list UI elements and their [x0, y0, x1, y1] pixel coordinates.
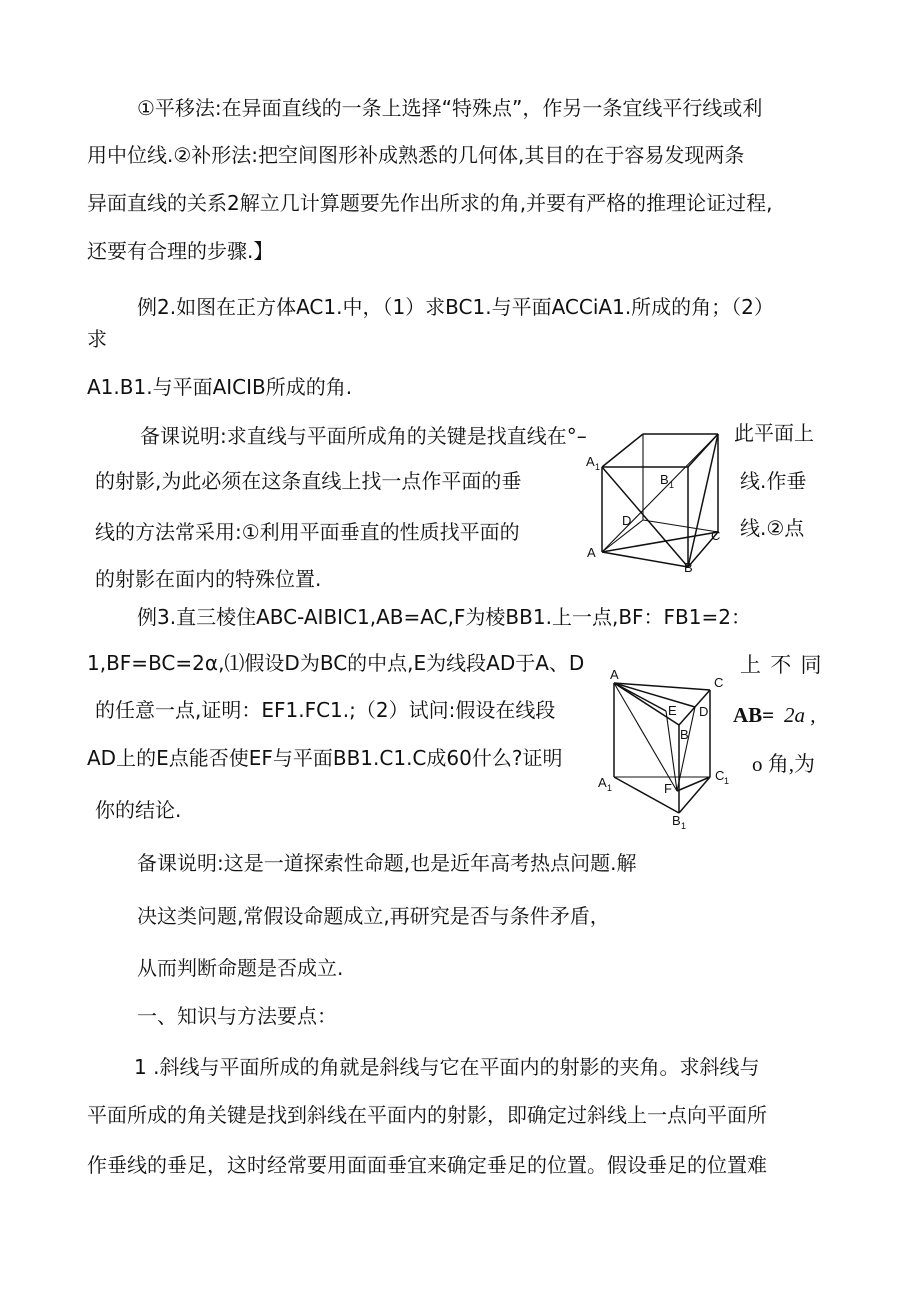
example3-side-text: 上 不 同 — [740, 653, 824, 677]
label-c: C — [711, 528, 721, 543]
label-e: E — [668, 703, 677, 718]
example3-note-line: 从而判断命题是否成立. — [137, 956, 344, 980]
example2-note-line: 备课说明:求直线与平面所成角的关键是找直线在°– — [140, 424, 587, 448]
label-b1-sub: 1 — [681, 821, 687, 831]
method-paragraph-line: 用中位线.②补形法:把空间图形补成熟悉的几何体,其目的在于容易发现两条 — [87, 143, 745, 167]
label-a1-sub: 1 — [595, 462, 601, 472]
example2-note-side-text: 此平面上 — [734, 421, 814, 445]
label-c1: C — [715, 768, 725, 783]
example3-side-text: o 角,为 — [752, 752, 815, 776]
label-d: D — [699, 704, 709, 719]
example3-note-line: 备课说明:这是一道探索性命题,也是近年高考热点问题.解 — [137, 851, 637, 875]
example3-question-line: 1,BF=BC=2α,⑴假设D为BC的中点,E为线段AD于A、D — [87, 651, 585, 675]
example2-note-line: 的射影,为此必须在这条直线上找一点作平面的垂 — [95, 469, 522, 493]
example2-question-line: 求 — [87, 327, 107, 351]
example3-question-line: 你的结论. — [95, 798, 182, 822]
label-a1: A — [586, 454, 595, 469]
point1-line: 平面所成的角关键是找到斜线在平面内的射影，即确定过斜线上一点向平面所 — [87, 1103, 767, 1127]
label-f: F — [664, 781, 672, 796]
example2-note-line: 的射影在面内的特殊位置. — [95, 567, 322, 591]
label-d: D — [622, 513, 632, 528]
example3-note-line: 决这类问题,常假设命题成立,再研究是否与条件矛盾， — [137, 904, 610, 928]
label-b1: B — [660, 472, 669, 487]
label-b: B — [684, 560, 693, 575]
label-a: A — [610, 667, 619, 682]
label-a: A — [587, 545, 596, 560]
example2-note-side-text: 线.作垂 — [740, 469, 807, 493]
label-b: B — [680, 727, 689, 742]
example2-note-line: 线的方法常采用:①利用平面垂直的性质找平面的 — [95, 520, 520, 544]
section-heading: 一、知识与方法要点： — [137, 1004, 337, 1028]
example3-side-text: 2a , — [784, 703, 816, 727]
point1-line: 作垂线的垂足，这时经常要用面面垂宜来确定垂足的位置。假设垂足的位置难 — [87, 1153, 767, 1177]
example3-question-line: AD上的E点能否使EF与平面BB1.C1.C成60什么?证明 — [87, 746, 563, 770]
example3-question-line: 的任意一点,证明：EF1.FC1.;（2）试问:假设在线段 — [95, 698, 556, 722]
label-a1-sub: 1 — [607, 783, 613, 793]
method-paragraph-line: ①平移法:在异面直线的一条上选择“特殊点”，作另一条宜线平行线或利 — [137, 96, 763, 120]
point1-line: 1 .斜线与平面所成的角就是斜线与它在平面内的射影的夹角。求斜线与 — [134, 1055, 760, 1079]
example2-note-side-text: 线.②点 — [740, 516, 805, 540]
example3-question-line: 例3.直三棱住ABC-AIBIC1,AB=AC,F为棱BB1.上一点,BF：FB1=2： — [137, 605, 751, 629]
label-a1: A — [598, 775, 607, 790]
label-b1: B — [672, 813, 681, 828]
cube-diagram — [580, 412, 730, 577]
label-b1-sub: 1 — [669, 480, 675, 490]
label-c: C — [714, 675, 724, 690]
method-paragraph-line: 还要有合理的步骤.】 — [87, 239, 274, 263]
example2-question-line: A1.B1.与平面AICIB所成的角. — [87, 375, 353, 399]
method-paragraph-line: 异面直线的关系2解立几计算题要先作出所求的角,并要有严格的推理论证过程, — [87, 191, 773, 215]
example3-side-text: AB= — [733, 703, 775, 727]
prism-diagram — [592, 665, 742, 835]
label-c1-sub: 1 — [724, 776, 730, 786]
example2-question-line: 例2.如图在正方体AC1.中，（1）求BC1.与平面ACCiA1.所成的角；（2） — [137, 295, 774, 319]
